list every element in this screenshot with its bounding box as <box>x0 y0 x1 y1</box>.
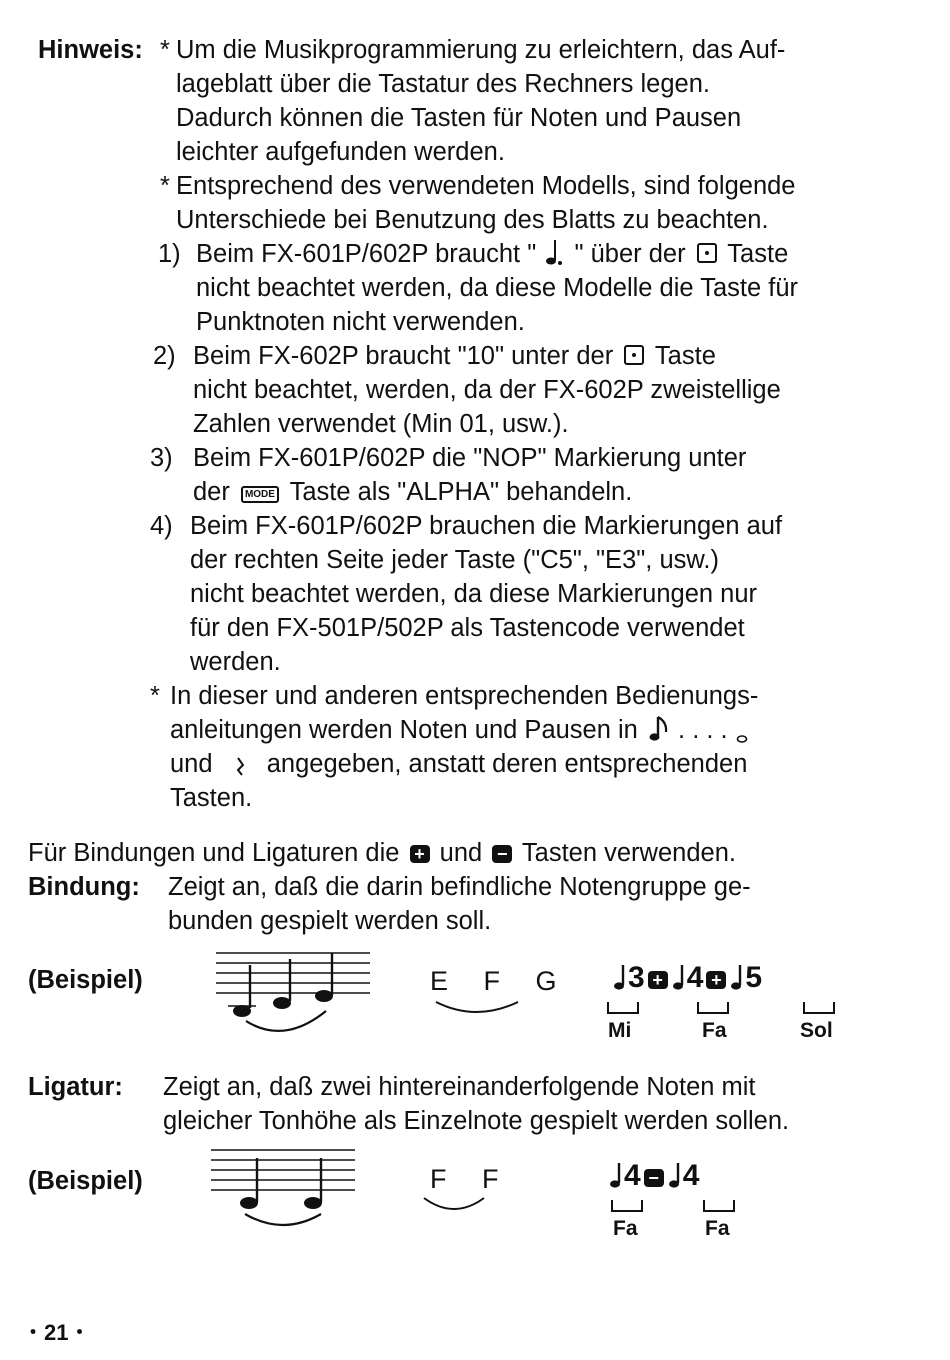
item4-line: für den FX-501P/502P als Tastencode verwendet <box>190 614 745 642</box>
quarter-note-icon <box>671 963 687 991</box>
star3-text-und: und <box>170 750 213 778</box>
item2-line2: nicht beachtet, werden, da der FX-602P zweistellige <box>193 376 781 404</box>
item3-text-b: Taste als "ALPHA" behandeln. <box>289 478 633 506</box>
plus-key-icon: + <box>648 971 668 989</box>
ligature-brackets-icon <box>608 1196 748 1216</box>
binding-letters: E F G <box>430 966 571 996</box>
star3-dots: . . . . <box>678 716 728 744</box>
sequence-digit: 4 <box>686 961 704 994</box>
star3-text-b: angegeben, anstatt deren entsprechenden <box>266 750 748 778</box>
dot-key-icon <box>624 345 644 365</box>
intro-text-c: Tasten verwenden. <box>521 839 736 867</box>
note-line: lageblatt über die Tastatur des Rechners legen. <box>176 70 710 98</box>
sequence-digit: 4 <box>682 1159 700 1192</box>
sequence-digit: 5 <box>745 961 763 994</box>
ligature-line1: Zeigt an, daß zwei hintereinanderfolgende Noten mit <box>163 1073 756 1101</box>
intro-text-a: Für Bindungen und Ligaturen die <box>28 839 400 867</box>
note-line: Um die Musikprogrammierung zu erleichtern, das Auf- <box>176 36 786 64</box>
star3-line4: Tasten. <box>170 784 253 812</box>
whole-note-icon <box>735 732 749 746</box>
item2-line3: Zahlen verwendet (Min 01, usw.). <box>193 410 569 438</box>
note-name: Fa <box>705 1217 730 1240</box>
binding-line1: Zeigt an, daß die darin befindliche Notengruppe ge- <box>168 873 751 901</box>
note-name: Fa <box>613 1217 638 1240</box>
dotted-note-icon <box>543 238 567 268</box>
ligature-slur-icon <box>420 1194 490 1218</box>
minus-key-icon: − <box>492 845 512 863</box>
binding-brackets-icon <box>604 998 844 1018</box>
item-number: 3) <box>150 444 173 472</box>
item1-text-c: Taste <box>727 240 789 268</box>
item4-line: der rechten Seite jeder Taste ("C5", "E3", usw.) <box>190 546 719 574</box>
item2-text-b: Taste <box>654 342 716 370</box>
star3-line1: In dieser und anderen entsprechenden Bedienungs- <box>170 682 759 710</box>
binding-label: Bindung: <box>28 873 140 901</box>
binding-example-label: (Beispiel) <box>28 966 143 994</box>
item3-line1: Beim FX-601P/602P die "NOP" Markierung unter <box>193 444 747 472</box>
item1-text-a: Beim FX-601P/602P braucht " <box>196 240 537 268</box>
item3-text-a: der <box>193 478 230 506</box>
item1-text-b: " über der <box>574 240 686 268</box>
binding-slur-icon <box>432 998 522 1020</box>
quarter-note-icon <box>612 963 628 991</box>
item1-line1 <box>196 237 788 271</box>
eighth-note-icon <box>649 714 671 744</box>
item1-line3: Punktnoten nicht verwenden. <box>196 308 525 336</box>
asterisk-1: * <box>160 36 170 64</box>
ligature-label: Ligatur: <box>28 1073 123 1101</box>
asterisk-2: * <box>160 172 170 200</box>
item-number: 4) <box>150 512 173 540</box>
page-number: ・21・ <box>22 1320 91 1345</box>
plus-key-icon: + <box>410 845 430 863</box>
item2-line1 <box>193 339 716 373</box>
ligature-letters: F F <box>430 1164 513 1194</box>
dot-key-icon <box>697 243 717 263</box>
sequence-digit: 3 <box>628 961 645 994</box>
ligature-staff-icon <box>205 1142 365 1242</box>
item-number: 1) <box>158 240 181 268</box>
ligature-line2: gleicher Tonhöhe als Einzelnote gespielt werden sollen. <box>163 1107 790 1135</box>
note-name: Mi <box>608 1019 632 1042</box>
item2-text-a: Beim FX-602P braucht "10" unter der <box>193 342 614 370</box>
minus-key-icon: − <box>644 1169 664 1187</box>
intro-line <box>28 836 736 870</box>
item4-line: Beim FX-601P/602P brauchen die Markierungen auf <box>190 512 783 540</box>
note-name: Fa <box>702 1019 727 1042</box>
note-label: Hinweis: <box>38 36 143 64</box>
mode-key-icon: MODE <box>241 486 279 503</box>
plus-key-icon: + <box>706 971 726 989</box>
quarter-note-icon <box>667 1161 683 1189</box>
item4-line: nicht beachtet werden, da diese Markierungen nur <box>190 580 758 608</box>
binding-sequence <box>612 960 762 996</box>
rest-icon <box>220 752 260 778</box>
star3-line3 <box>170 747 747 781</box>
note-name: Sol <box>800 1019 833 1042</box>
star3-line2 <box>170 713 749 747</box>
item1-line2: nicht beachtet werden, da diese Modelle die Taste für <box>196 274 798 302</box>
note-line: Unterschiede bei Benutzung des Blatts zu beachten. <box>176 206 769 234</box>
intro-text-b: und <box>439 839 483 867</box>
binding-staff-icon <box>210 945 380 1045</box>
note-line: Entsprechend des verwendeten Modells, sind folgende <box>176 172 796 200</box>
item-number: 2) <box>153 342 176 370</box>
note-line: leichter aufgefunden werden. <box>176 138 505 166</box>
ligature-example-label: (Beispiel) <box>28 1167 143 1195</box>
note-line: Dadurch können die Tasten für Noten und Pausen <box>176 104 742 132</box>
item4-line: werden. <box>190 648 281 676</box>
asterisk-3: * <box>150 682 160 710</box>
item3-line2 <box>193 475 632 509</box>
star3-text-a: anleitungen werden Noten und Pausen in <box>170 716 638 744</box>
quarter-note-icon <box>729 963 745 991</box>
quarter-note-icon <box>608 1161 624 1189</box>
ligature-sequence <box>608 1158 699 1194</box>
sequence-digit: 4 <box>624 1159 641 1192</box>
binding-line2: bunden gespielt werden soll. <box>168 907 492 935</box>
